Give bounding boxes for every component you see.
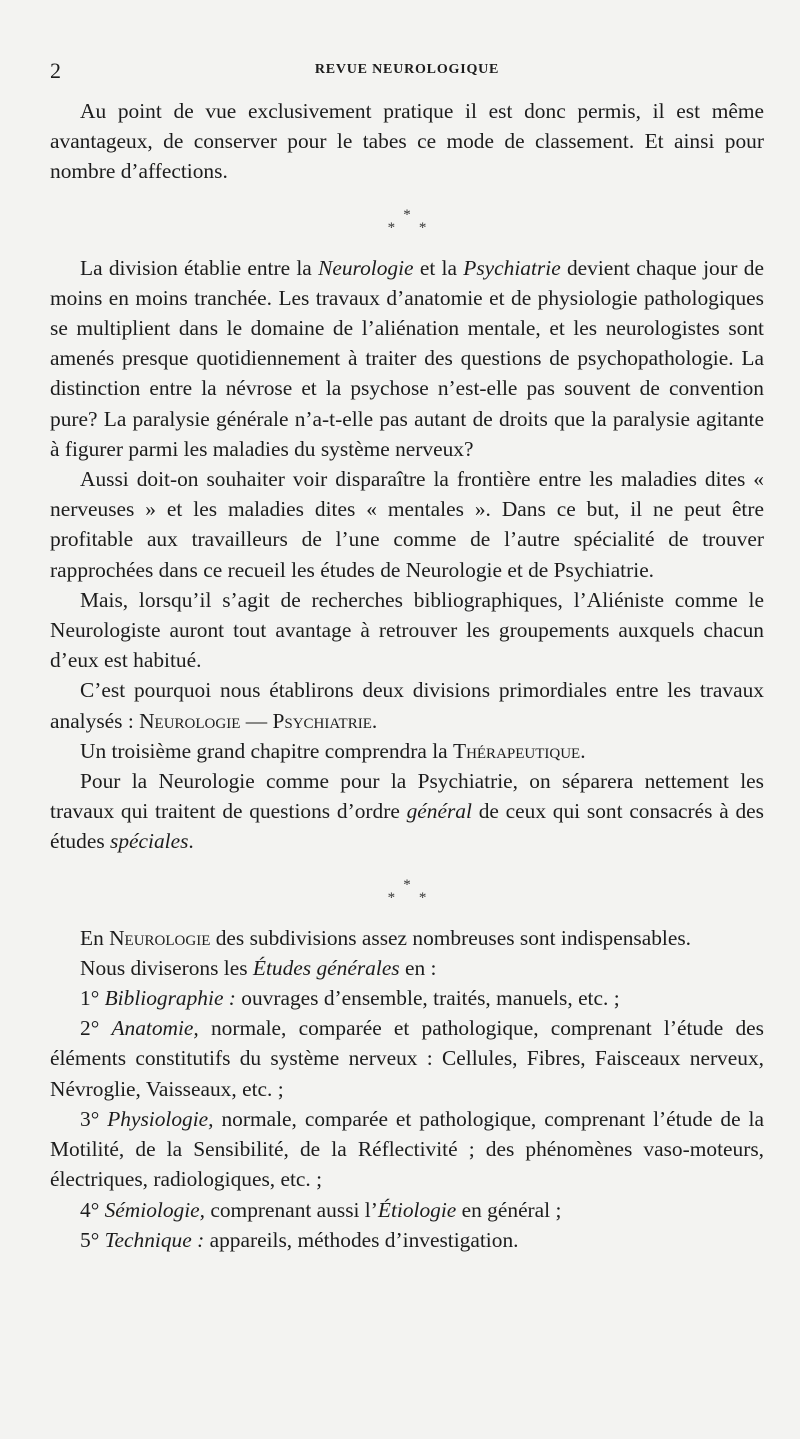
list-title: Technique : [104,1227,205,1252]
section-psychiatrie: Psychiatrie [272,708,372,733]
section-therapeutique: Thérapeutique [453,738,581,763]
paragraph-tabes: Au point de vue exclusivement pratique il est donc permis, il est même avantageux, de conserver pour le tabes ce mode de classement. Et ainsi pour nombre d’affections. [50,99,764,184]
page-number: 2 [50,58,61,83]
text-run: En [80,925,110,950]
term-speciales: spéciales [110,829,189,854]
term-psychiatrie: Psychiatrie [463,255,561,280]
text-run: devient chaque jour de moins en moins tranchée. Les travaux d’anatomie et de physiologie pathologiques se multiplient dans le domaine de l’aliénation mentale, et les neurologistes sont amenés presque quotidiennement à traiter des questions de psychopathologie. La distinction entre la névrose et la psychose n’est-elle pas souvent de convention pure? La paralysie générale n’a-t-elle pas autant de droits que la paralysie agitante à figurer parmi les maladies du système nerveux? [50,255,764,461]
list-text: normale, comparée et pathologique, comprenant l’étude des éléments constitutifs du système nerveux : Cellules, Fibres, Faisceaux nerveux, Névroglie, Vaisseaux, etc. ; [50,1016,764,1101]
list-text: comprenant aussi l’ [205,1197,378,1222]
section-neurologie: Neurologie [139,708,241,733]
list-number: 2° [80,1016,100,1041]
text-run: . [580,738,586,763]
running-head [50,58,764,88]
section-neurologie: Neurologie [109,925,211,950]
paragraph-bibliographie: Mais, lorsqu’il s’agit de recherches bibliographiques, l’Aliéniste comme le Neurologiste auront tout avantage à retrouver les groupements auxquels chacun d’eux est habitué. [50,587,764,673]
list-text: appareils, méthodes d’investigation. [204,1227,519,1252]
term-etudes-generales: Études générales [252,955,400,980]
list-title: Bibliographie : [104,986,236,1011]
paragraph-ordre [50,766,764,857]
list-text: normale, comparée et pathologique, comprenant l’étude de la Motilité, de la Sensibilité, de la Réflectivité ; des phénomènes vaso-moteurs, électriques, radiologiques, etc. ; [50,1106,764,1192]
list-number: 1° [80,986,100,1011]
list-number: 3° [80,1106,100,1131]
text-run: des subdivisions assez nombreuses sont indispensables. [210,925,692,950]
paragraph-etudes-generales [50,953,764,983]
running-title: REVUE NEUROLOGIQUE [314,62,500,77]
text-run: Pour la Neurologie comme pour la Psychiatrie, on séparera nettement les travaux qui traitent de questions d’ordre [50,769,764,824]
paragraph-subdivisions [50,923,764,953]
paragraph-frontiere: Aussi doit-on souhaiter voir disparaître la frontière entre les maladies dites « nerveuses » et les maladies dites « mentales ». Dans ce but, il ne peut être profitable aux travailleurs de l’une comme de l’autre spécialité de trouver rapprochées dans ce recueil les études de Neurologie et de Psychiatrie. [50,467,764,582]
list-title: Sémiologie, [104,1197,206,1222]
text-run: . [371,708,378,733]
term-neurologie: Neurologie [318,255,414,280]
asterism-bottom: * * [387,889,437,906]
paragraph-therapeutique [50,736,764,766]
list-item-anatomie [50,1013,764,1104]
list-text: ouvrages d’ensemble, traités, manuels, etc. ; [235,986,620,1011]
asterism-2 [50,876,764,906]
list-item-semiologie [50,1195,764,1225]
text-run: en : [399,955,437,980]
asterism-top: * [403,206,411,223]
list-number: 4° [80,1197,100,1222]
list-title: Physiologie, [107,1106,214,1131]
paragraph-divisions [50,675,764,735]
asterism-bottom: * * [387,219,437,236]
asterism-1 [50,206,764,236]
text-run: Un troisième grand chapitre comprendra la [80,738,453,763]
text-run: . [188,829,194,854]
asterism-top: * [403,876,411,893]
list-text: en général ; [456,1197,562,1222]
list-title: Anatomie, [111,1016,199,1041]
text-run: Nous diviserons les [80,955,253,980]
list-item-physiologie [50,1104,764,1195]
text-run: La division établie entre la [80,255,319,280]
text-run: et la [413,255,464,280]
term-etiologie: Étiologie [377,1197,457,1222]
list-number: 5° [80,1227,100,1252]
paragraph-division [50,253,764,464]
list-item-bibliographie [50,983,764,1013]
term-general: général [406,799,472,824]
body-text [50,96,764,1255]
list-item-technique [50,1225,764,1255]
text-run: de ceux qui sont consacrés à des études [50,799,764,854]
text-run: — [240,708,273,733]
text-run: C’est pourquoi nous établirons deux divisions primordiales entre les travaux analysés : [50,678,764,733]
